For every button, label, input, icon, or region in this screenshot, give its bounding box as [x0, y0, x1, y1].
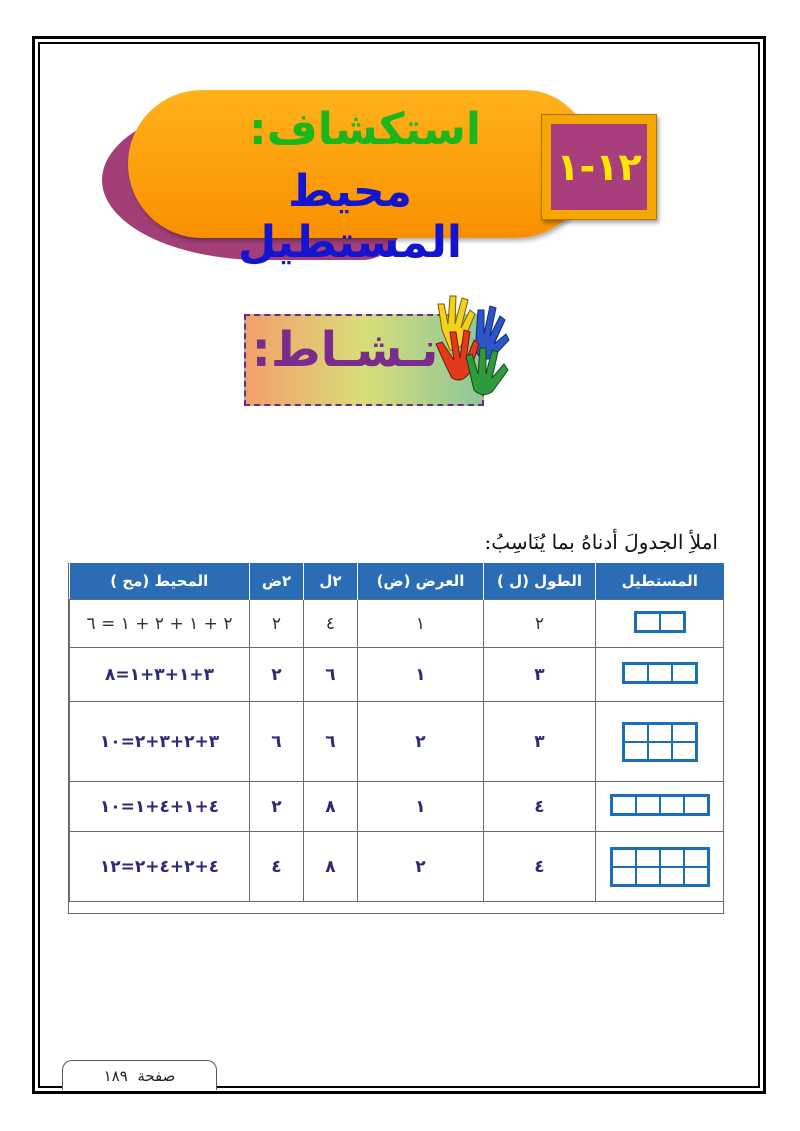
grid-unit-square: [624, 742, 648, 760]
header-two-length: ٢ل: [304, 563, 358, 600]
two-length-cell: ٤: [304, 600, 358, 648]
header-width: العرض (ض): [358, 563, 484, 600]
grid-unit-square: [612, 796, 636, 814]
grid-unit-square: [684, 849, 708, 867]
table-row: [70, 600, 724, 648]
two-width-cell: ٤: [250, 832, 304, 902]
rectangle-grid: [622, 722, 698, 762]
length-cell: ٤: [484, 832, 596, 902]
grid-unit-square: [660, 796, 684, 814]
header-two-width: ٢ض: [250, 563, 304, 600]
grid-unit-square: [636, 613, 660, 631]
grid-unit-square: [660, 867, 684, 885]
grid-unit-square: [684, 867, 708, 885]
length-cell: ٣: [484, 702, 596, 782]
grid-unit-square: [636, 867, 660, 885]
activity-label: نـشـاط:: [251, 322, 439, 378]
header-rectangle: المستطيل: [596, 563, 724, 600]
lesson-heading: استكشاف:: [249, 104, 481, 155]
perimeter-cell: ٣+٢+٣+٢=١٠: [70, 702, 250, 782]
perimeter-cell: ٣+١+٣+١=٨: [70, 648, 250, 702]
length-cell: ٣: [484, 648, 596, 702]
grid-unit-square: [612, 867, 636, 885]
width-cell: ١: [358, 648, 484, 702]
hands-icon: [424, 286, 520, 402]
rectangle-drawing-cell: [596, 600, 724, 648]
lesson-number: ١٢-١: [551, 124, 647, 210]
grid-unit-square: [624, 724, 648, 742]
header-perimeter: المحيط (مح ): [70, 563, 250, 600]
instruction-text: املأِ الجدولَ أدناهُ بما يُنَاسِبُ:: [484, 530, 718, 554]
two-width-cell: ٦: [250, 702, 304, 782]
rectangle-grid: [610, 794, 710, 816]
lesson-title: محيط المستطيل: [238, 166, 462, 268]
width-cell: ٢: [358, 702, 484, 782]
table-row: [70, 832, 724, 902]
two-length-cell: ٨: [304, 782, 358, 832]
rectangle-drawing-cell: [596, 648, 724, 702]
table-row: [70, 648, 724, 702]
two-length-cell: ٨: [304, 832, 358, 902]
perimeter-cell: ٤+١+٤+١=١٠: [70, 782, 250, 832]
rectangle-drawing-cell: [596, 832, 724, 902]
two-width-cell: ٢: [250, 782, 304, 832]
rectangle-grid: [610, 847, 710, 887]
length-cell: ٢: [484, 600, 596, 648]
width-cell: ٢: [358, 832, 484, 902]
table-row: [70, 782, 724, 832]
perimeter-cell: ٤+٢+٤+٢=١٢: [70, 832, 250, 902]
grid-unit-square: [648, 664, 672, 682]
grid-unit-square: [660, 613, 684, 631]
grid-unit-square: [612, 849, 636, 867]
rectangle-grid: [634, 611, 686, 633]
length-cell: ٤: [484, 782, 596, 832]
grid-unit-square: [648, 742, 672, 760]
perimeter-cell: ٢ + ١ + ٢ + ١ = ٦: [70, 600, 250, 648]
rectangle-drawing-cell: [596, 702, 724, 782]
grid-unit-square: [672, 724, 696, 742]
grid-unit-square: [672, 664, 696, 682]
page-label: صفحة: [137, 1066, 176, 1085]
grid-unit-square: [672, 742, 696, 760]
lesson-number-box: [541, 114, 657, 220]
grid-unit-square: [636, 796, 660, 814]
grid-unit-square: [636, 849, 660, 867]
page-number-tab: [62, 1060, 217, 1090]
grid-unit-square: [648, 724, 672, 742]
page-number: ١٨٩: [103, 1066, 128, 1085]
table-header-row: [70, 563, 724, 600]
grid-unit-square: [684, 796, 708, 814]
rectangle-drawing-cell: [596, 782, 724, 832]
width-cell: ١: [358, 782, 484, 832]
grid-unit-square: [624, 664, 648, 682]
two-length-cell: ٦: [304, 702, 358, 782]
header-length: الطول (ل ): [484, 563, 596, 600]
two-width-cell: ٢: [250, 648, 304, 702]
two-width-cell: ٢: [250, 600, 304, 648]
rectangle-grid: [622, 662, 698, 684]
table-row: [70, 702, 724, 782]
two-length-cell: ٦: [304, 648, 358, 702]
perimeter-table: [68, 563, 724, 914]
grid-unit-square: [660, 849, 684, 867]
width-cell: ١: [358, 600, 484, 648]
